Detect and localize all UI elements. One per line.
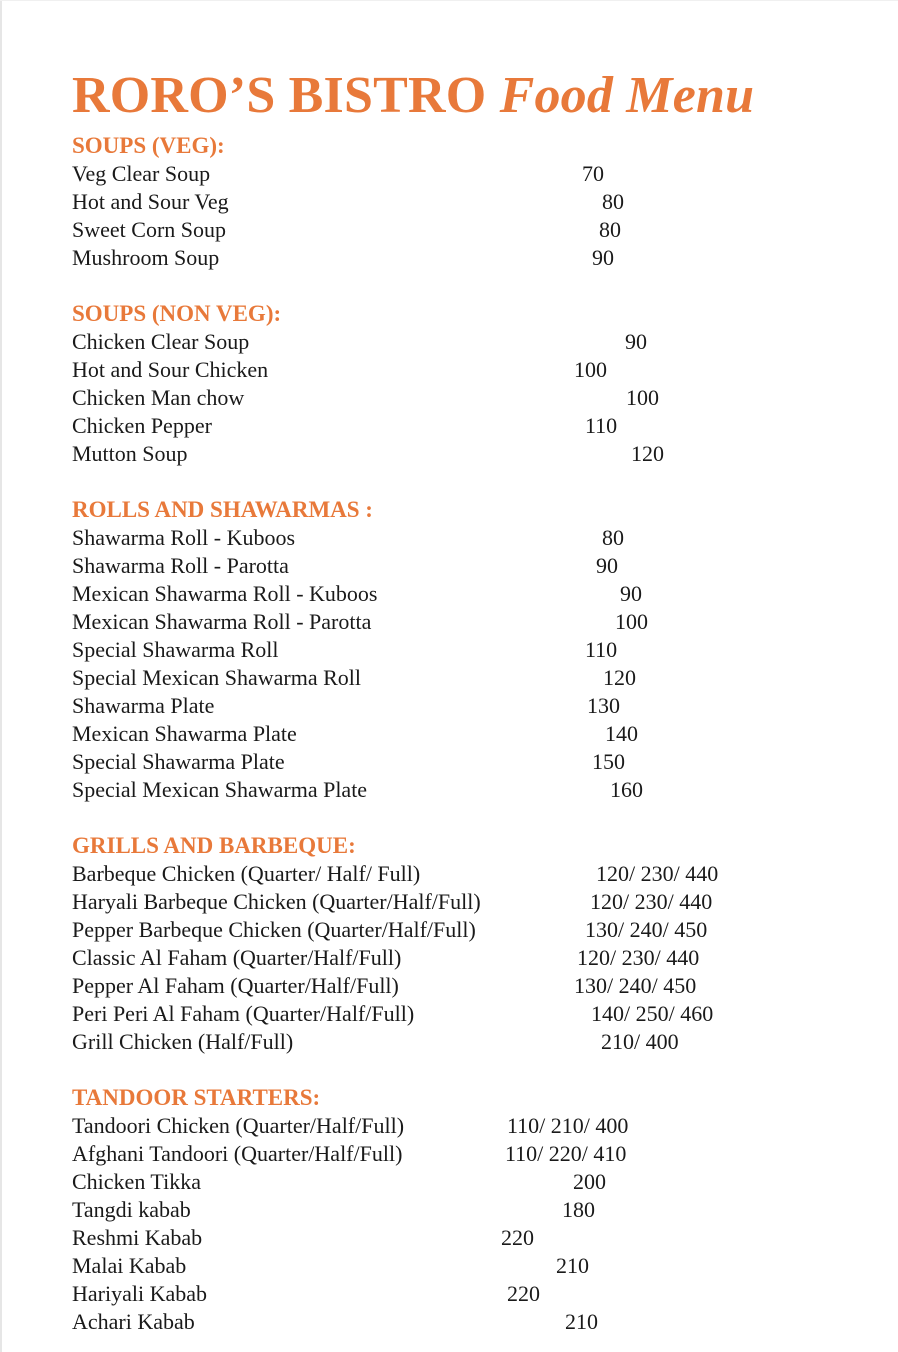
item-name: Afghani Tandoori (Quarter/Half/Full) [72, 1141, 403, 1166]
item-price: 180 [562, 1197, 595, 1222]
menu-item [72, 664, 852, 692]
item-price: 160 [610, 777, 643, 802]
item-price: 100 [626, 385, 659, 410]
menu-item [72, 580, 852, 608]
menu-item [72, 972, 852, 1000]
menu-section-rolls-shawarmas [72, 496, 852, 804]
item-name: Mushroom Soup [72, 245, 220, 270]
menu-item [72, 1224, 852, 1252]
item-name: Sweet Corn Soup [72, 217, 226, 242]
item-name: Pepper Al Faham (Quarter/Half/Full) [72, 973, 399, 998]
item-price: 220 [507, 1281, 540, 1306]
item-price: 90 [596, 553, 618, 578]
menu-item [72, 1196, 852, 1224]
item-name: Haryali Barbeque Chicken (Quarter/Half/Full) [72, 889, 481, 914]
item-name: Chicken Clear Soup [72, 329, 250, 354]
item-price: 110/ 210/ 400 [507, 1113, 629, 1138]
item-name: Veg Clear Soup [72, 161, 211, 186]
item-name: Special Mexican Shawarma Plate [72, 777, 368, 802]
menu-item [72, 356, 852, 384]
item-price: 120/ 230/ 440 [577, 945, 700, 970]
section-heading: SOUPS (VEG): [72, 133, 225, 158]
section-heading: SOUPS (NON VEG): [72, 301, 282, 326]
menu-item [72, 860, 852, 888]
item-price: 140 [605, 721, 638, 746]
item-name: Mexican Shawarma Plate [72, 721, 297, 746]
item-name: Chicken Man chow [72, 385, 245, 410]
item-name: Special Shawarma Roll [72, 637, 279, 662]
item-name: Shawarma Roll - Parotta [72, 553, 289, 578]
item-price: 110 [585, 637, 618, 662]
menu-item [72, 1000, 852, 1028]
menu-item [72, 328, 852, 356]
item-price: 210 [565, 1309, 598, 1334]
menu-section-tandoor-starters [72, 1084, 852, 1336]
menu-item [72, 1112, 852, 1140]
menu-item [72, 608, 852, 636]
menu-item [72, 1140, 852, 1168]
item-price: 80 [602, 525, 624, 550]
menu-item [72, 1280, 852, 1308]
item-price: 150 [592, 749, 625, 774]
menu-item [72, 216, 852, 244]
menu-item [72, 888, 852, 916]
item-price: 90 [592, 245, 614, 270]
item-name: Mexican Shawarma Roll - Parotta [72, 609, 372, 634]
menu-item [72, 1028, 852, 1056]
menu-item [72, 552, 852, 580]
item-price: 120/ 230/ 440 [596, 861, 719, 886]
menu-item [72, 916, 852, 944]
item-name: Grill Chicken (Half/Full) [72, 1029, 294, 1054]
item-price: 130/ 240/ 450 [574, 973, 697, 998]
item-price: 130 [587, 693, 620, 718]
menu-item [72, 1252, 852, 1280]
item-price: 90 [625, 329, 647, 354]
item-name: Reshmi Kabab [72, 1225, 203, 1250]
page-title [72, 66, 754, 126]
item-price: 120/ 230/ 440 [590, 889, 713, 914]
item-name: Mutton Soup [72, 441, 188, 466]
menu-item [72, 636, 852, 664]
item-name: Shawarma Roll - Kuboos [72, 525, 296, 550]
item-name: Chicken Tikka [72, 1169, 201, 1194]
item-price: 100 [574, 357, 607, 382]
item-price: 140/ 250/ 460 [591, 1001, 714, 1026]
item-name: Chicken Pepper [72, 413, 212, 438]
item-name: Hot and Sour Chicken [72, 357, 269, 382]
item-price: 80 [602, 189, 624, 214]
item-name: Pepper Barbeque Chicken (Quarter/Half/Full) [72, 917, 476, 942]
item-price: 70 [582, 161, 604, 186]
item-name: Classic Al Faham (Quarter/Half/Full) [72, 945, 402, 970]
item-name: Tandoori Chicken (Quarter/Half/Full) [72, 1113, 405, 1138]
item-price: 90 [620, 581, 642, 606]
item-price: 110/ 220/ 410 [505, 1141, 627, 1166]
item-name: Mexican Shawarma Roll - Kuboos [72, 581, 378, 606]
menu-item [72, 188, 852, 216]
page-edge-top [0, 0, 898, 1]
item-name: Peri Peri Al Faham (Quarter/Half/Full) [72, 1001, 415, 1026]
item-name: Tangdi kabab [72, 1197, 191, 1222]
menu-item [72, 776, 852, 804]
menu-section-soups-veg [72, 132, 852, 272]
section-heading: ROLLS AND SHAWARMAS : [72, 497, 373, 522]
item-name: Special Shawarma Plate [72, 749, 285, 774]
title-main: RORO’S BISTRO [72, 67, 487, 124]
title-italic: Food Menu [499, 67, 755, 124]
menu-item [72, 1168, 852, 1196]
page-edge [0, 0, 2, 1352]
section-heading: GRILLS AND BARBEQUE: [72, 833, 356, 858]
item-name: Malai Kabab [72, 1253, 187, 1278]
item-price: 100 [615, 609, 648, 634]
menu-section-grills-barbeque [72, 832, 852, 1056]
item-name: Hariyali Kabab [72, 1281, 207, 1306]
menu-item [72, 244, 852, 272]
menu-item [72, 440, 852, 468]
item-price: 120 [631, 441, 664, 466]
menu-item [72, 944, 852, 972]
item-price: 200 [573, 1169, 606, 1194]
section-heading: TANDOOR STARTERS: [72, 1085, 321, 1110]
item-price: 220 [501, 1225, 534, 1250]
menu-item [72, 384, 852, 412]
menu-item [72, 720, 852, 748]
item-name: Special Mexican Shawarma Roll [72, 665, 361, 690]
item-price: 80 [599, 217, 621, 242]
item-price: 110 [585, 413, 618, 438]
item-name: Achari Kabab [72, 1309, 195, 1334]
item-name: Hot and Sour Veg [72, 189, 229, 214]
item-price: 210/ 400 [601, 1029, 679, 1054]
menu-item [72, 524, 852, 552]
item-price: 120 [603, 665, 636, 690]
menu-item [72, 1308, 852, 1336]
item-price: 210 [556, 1253, 589, 1278]
menu-section-soups-non-veg [72, 300, 852, 468]
menu-item [72, 160, 852, 188]
item-name: Shawarma Plate [72, 693, 215, 718]
menu-item [72, 412, 852, 440]
menu-item [72, 748, 852, 776]
item-name: Barbeque Chicken (Quarter/ Half/ Full) [72, 861, 421, 886]
item-price: 130/ 240/ 450 [585, 917, 708, 942]
menu-item [72, 692, 852, 720]
